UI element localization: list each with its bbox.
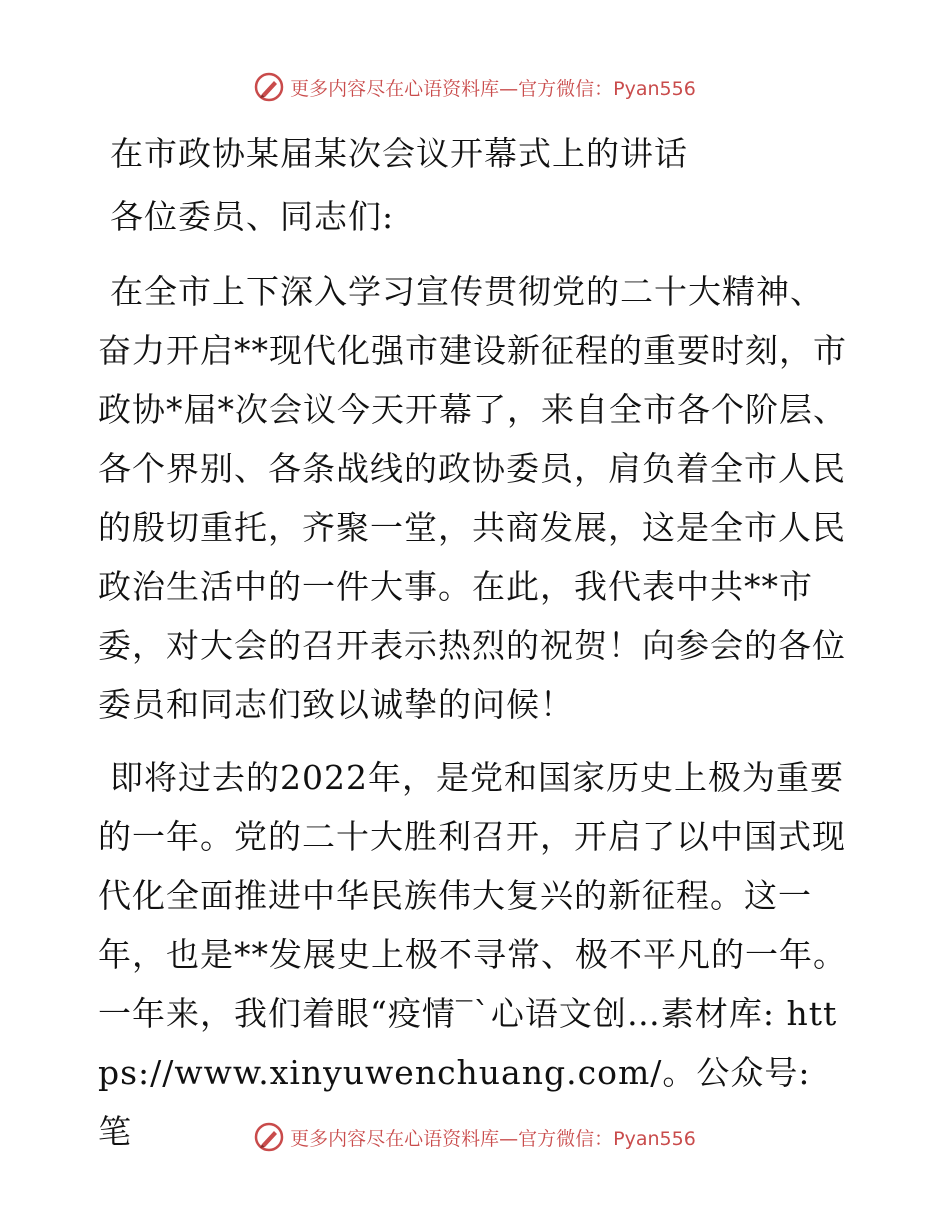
document-title: 在市政协某届某次会议开幕式上的讲话 bbox=[110, 134, 688, 173]
pen-logo-icon bbox=[254, 1122, 284, 1152]
document-body bbox=[98, 120, 850, 1161]
pen-logo-icon bbox=[254, 72, 284, 102]
footer-watermark bbox=[0, 1122, 950, 1152]
salutation: 各位委员、同志们: bbox=[110, 197, 395, 236]
paragraph-1: 在全市上下深入学习宣传贯彻党的二十大精神、奋力开启**现代化强市建设新征程的重要时刻，市政协*届*次会议今天开幕了，来自全市各个阶层、各个界别、各条战线的政协委员，肩负着全市人民的殷切重托，齐聚一堂，共商发展，这是全市人民政治生活中的一件大事。在此，我代表中共**市委，对大会的召开表示热烈的祝贺！向参会的各位委员和同志们致以诚挚的问候！ bbox=[98, 272, 847, 724]
paragraph-2: 即将过去的2022年，是党和国家历史上极为重要的一年。党的二十大胜利召开，开启了以中国式现代化全面推进中华民族伟大复兴的新征程。这一年，也是**发展史上极不寻常、极不平凡的一年。一年来，我们着眼“疫情‾`心语文创…素材库: https://www.xinyuwenchuang.com/。公众号: 笔 bbox=[98, 758, 847, 1151]
watermark-text: 更多内容尽在心语资料库—官方微信：Pyan556 bbox=[290, 1127, 696, 1150]
header-watermark bbox=[0, 72, 950, 102]
watermark-text: 更多内容尽在心语资料库—官方微信：Pyan556 bbox=[290, 77, 696, 100]
